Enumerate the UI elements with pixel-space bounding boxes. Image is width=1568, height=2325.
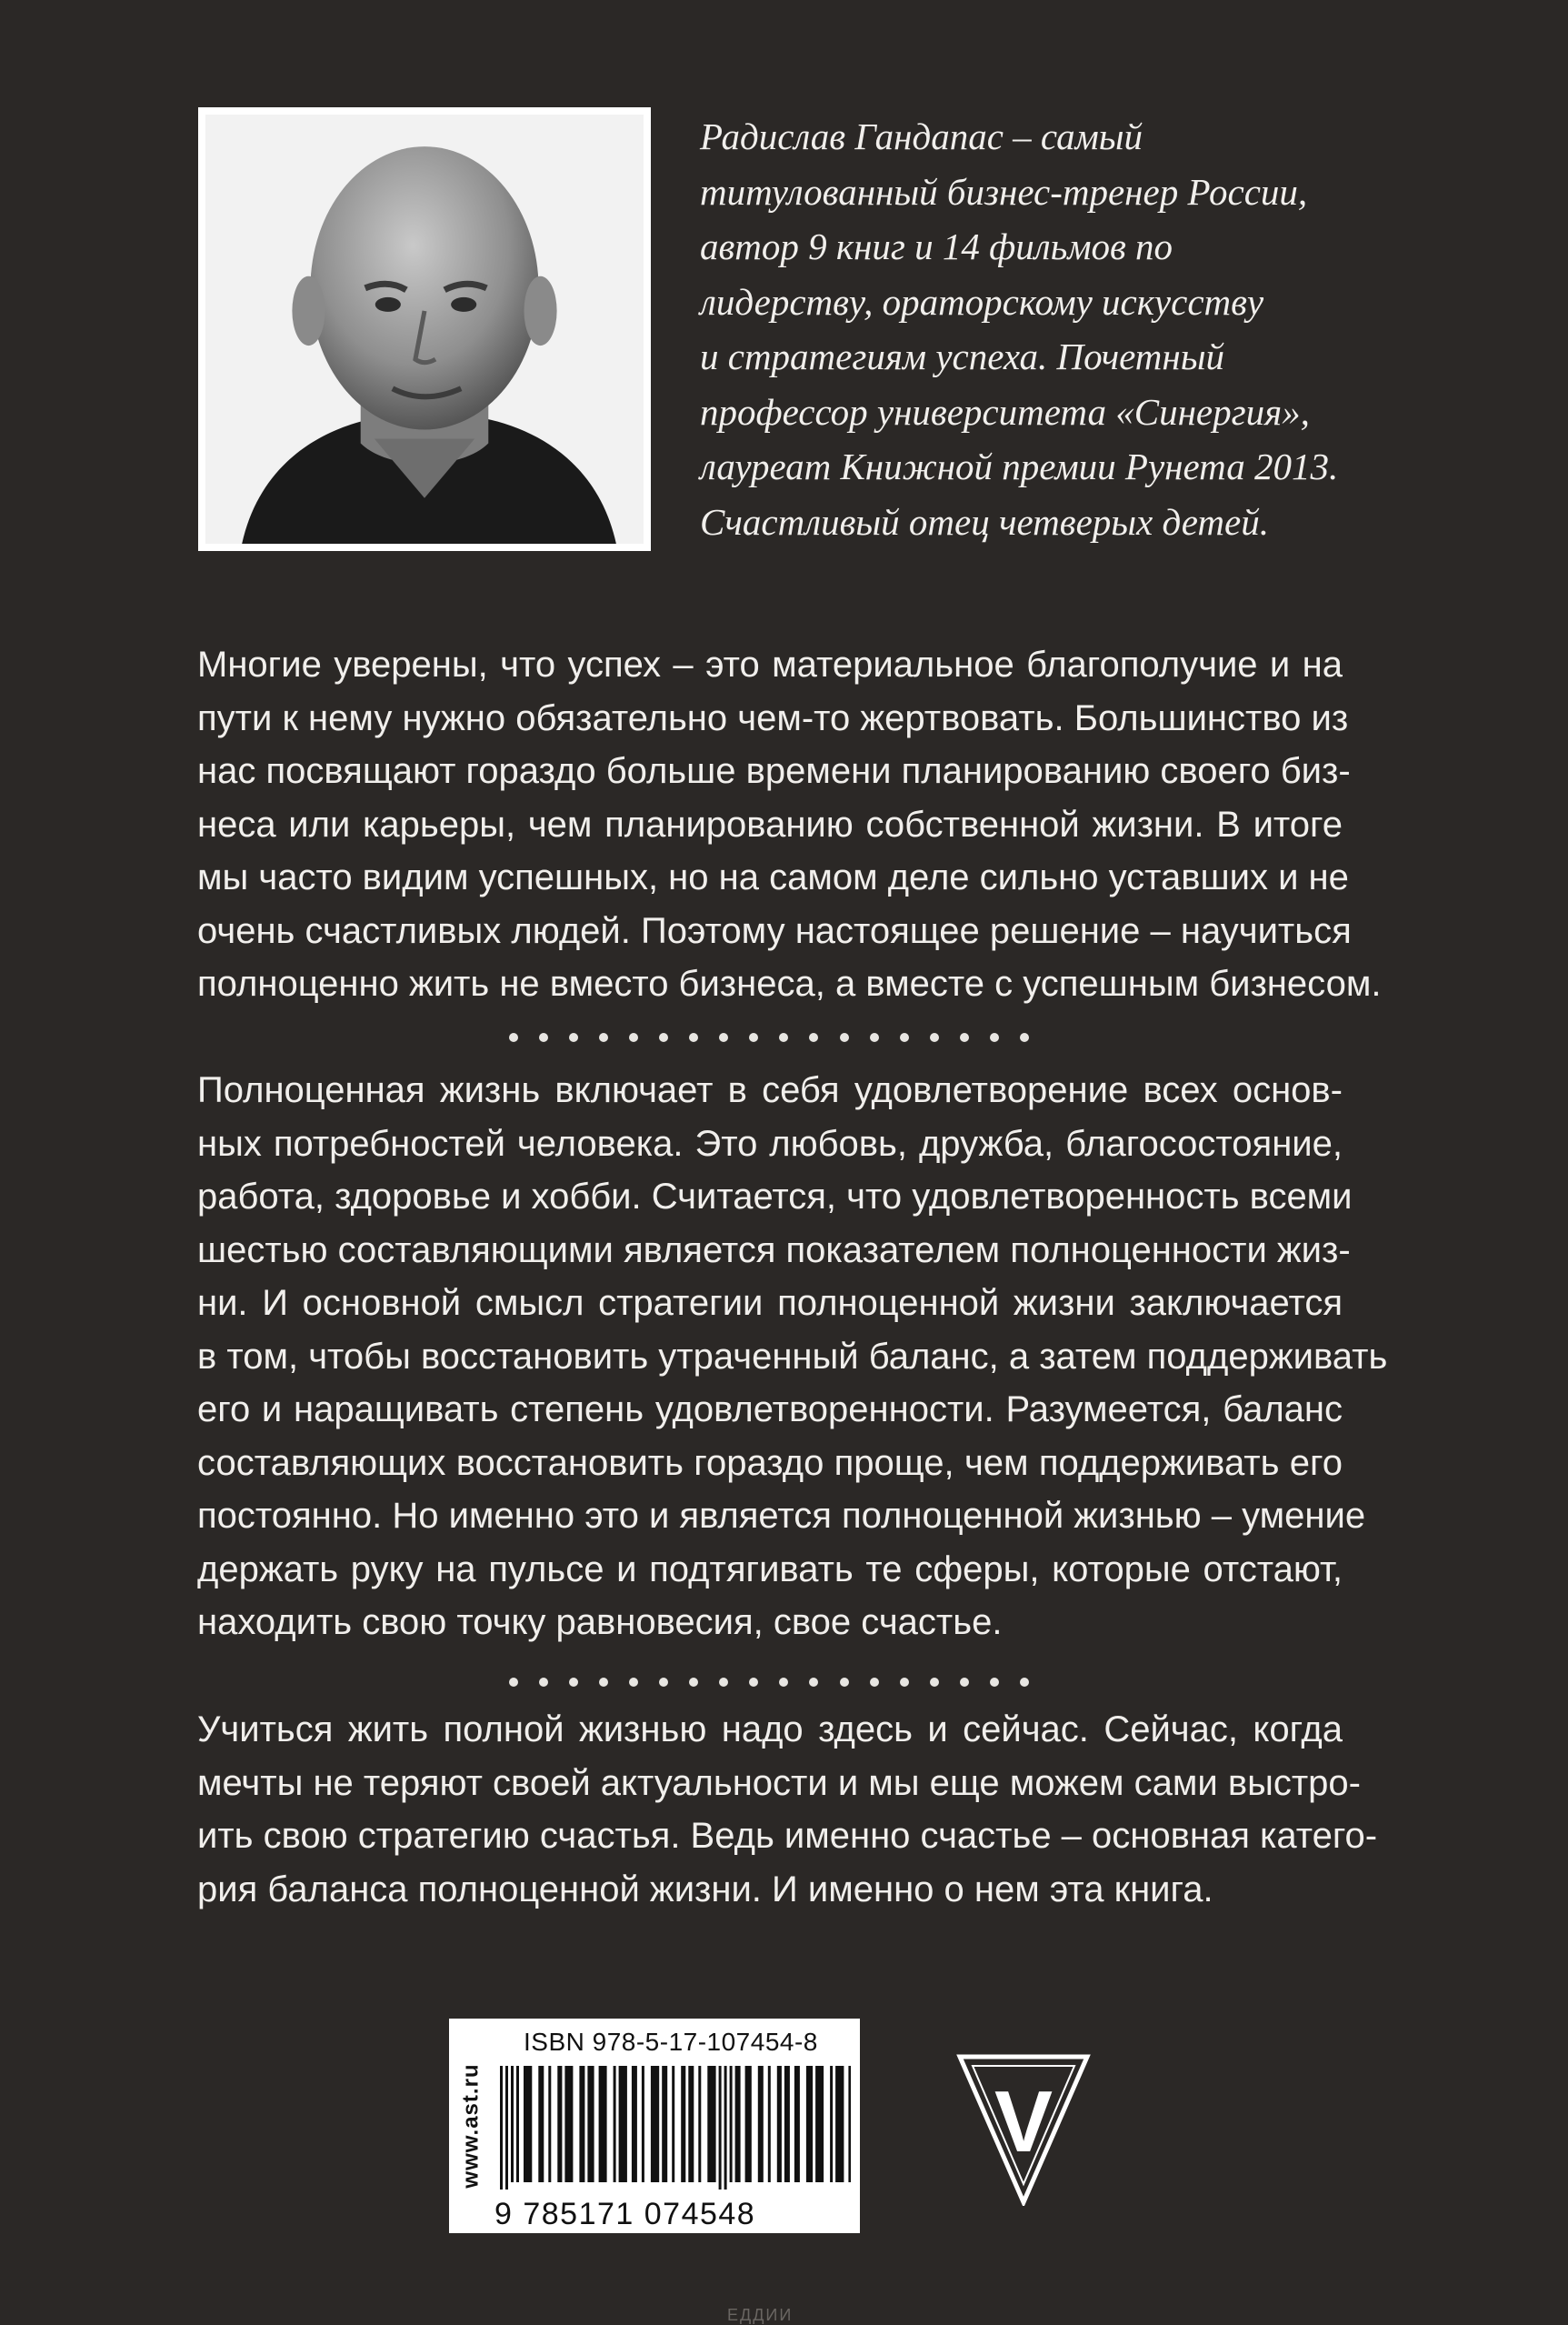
barcode-bar bbox=[794, 2066, 800, 2182]
bio-line: титулованный бизнес-тренер России, bbox=[700, 170, 1308, 213]
text-line: Полноценная жизнь включает в себя удовлетворение всех основ- bbox=[197, 1070, 1343, 1110]
text-line: в том, чтобы восстановить утраченный баланс, а затем поддерживать bbox=[197, 1336, 1388, 1377]
barcode-bar bbox=[777, 2066, 782, 2182]
barcode-bar bbox=[579, 2066, 584, 2182]
author-bio bbox=[700, 109, 1391, 549]
bio-line: Радислав Гандапас – самый bbox=[700, 115, 1143, 157]
barcode-bar bbox=[688, 2066, 694, 2182]
barcode-bar bbox=[835, 2066, 844, 2182]
barcode-bar bbox=[681, 2066, 685, 2182]
text-line: рия баланса полноценной жизни. И именно о нем эта книга. bbox=[197, 1869, 1213, 1909]
text-line: составляющих восстановить гораздо проще, чем поддерживать его bbox=[197, 1442, 1343, 1483]
text-line: полноценно жить не вместо бизнеса, а вместе с успешным бизнесом. bbox=[197, 964, 1382, 1004]
barcode-bar bbox=[642, 2066, 644, 2182]
bio-line: Счастливый отец четверых детей. bbox=[700, 500, 1269, 543]
author-photo bbox=[205, 115, 644, 544]
barcode-bar bbox=[735, 2066, 741, 2182]
barcode-bar bbox=[848, 2066, 851, 2182]
text-line: работа, здоровье и хобби. Считается, что удовлетворенность всеми bbox=[197, 1177, 1353, 1217]
barcode-bar bbox=[698, 2066, 701, 2182]
barcode-bar bbox=[564, 2066, 573, 2182]
bio-line: профессор университета «Синергия», bbox=[700, 390, 1310, 433]
barcode-bar bbox=[719, 2066, 722, 2190]
barcode-bar bbox=[599, 2066, 607, 2182]
barcode-bar bbox=[784, 2066, 790, 2182]
text-line: очень счастливых людей. Поэтому настоящее решение – научиться bbox=[197, 910, 1352, 951]
isbn-number: ISBN 978-5-17-107454-8 bbox=[524, 2028, 818, 2056]
text-line: шестью составляющими является показателем полноценности жиз- bbox=[197, 1229, 1351, 1270]
bio-line: лидерству, ораторскому искусству bbox=[700, 280, 1264, 323]
barcode-bar bbox=[707, 2066, 715, 2182]
text-line: постоянно. Но именно это и является полноценной жизнью – умение bbox=[197, 1496, 1366, 1536]
paragraph-1 bbox=[197, 638, 1382, 1011]
barcode-bar bbox=[538, 2066, 544, 2182]
text-line: нас посвящают гораздо больше времени планированию своего биз- bbox=[197, 751, 1351, 791]
barcode-bar bbox=[524, 2066, 532, 2182]
barcode-bar bbox=[651, 2066, 659, 2182]
barcode-bar bbox=[830, 2066, 833, 2182]
barcode-bar bbox=[516, 2066, 519, 2182]
text-line: ить свою стратегию счастья. Ведь именно счастье – основная катего- bbox=[197, 1816, 1378, 1856]
logo-letter: V bbox=[994, 2073, 1054, 2170]
barcode-bar bbox=[672, 2066, 674, 2182]
text-line: мы часто видим успешных, но на самом деле сильно уставших и не bbox=[197, 857, 1349, 897]
dot-separator bbox=[509, 1678, 1029, 1687]
barcode-bars bbox=[494, 2066, 851, 2190]
publisher-logo bbox=[956, 2051, 1091, 2206]
ean-digits: 9 785171 074548 bbox=[494, 2197, 756, 2231]
paragraph-3 bbox=[197, 1703, 1378, 1916]
barcode-bar bbox=[632, 2066, 637, 2182]
barcode-bar bbox=[614, 2066, 616, 2182]
barcode-bar bbox=[806, 2066, 813, 2182]
text-line: неса или карьеры, чем планированию собственной жизни. В итоге bbox=[197, 804, 1343, 845]
barcode-bar bbox=[724, 2066, 727, 2190]
barcode-bar bbox=[548, 2066, 551, 2182]
barcode-bar bbox=[587, 2066, 594, 2182]
text-line: ных потребностей человека. Это любовь, дружба, благосостояние, bbox=[197, 1123, 1343, 1164]
footer-text: ЕДДИИ bbox=[727, 2306, 794, 2324]
text-line: пути к нему нужно обязательно чем-то жертвовать. Большинство из bbox=[197, 697, 1349, 738]
text-line: держать руку на пульсе и подтягивать те сферы, которые отстают, bbox=[197, 1548, 1343, 1589]
bio-line: и стратегиям успеха. Почетный bbox=[700, 336, 1225, 377]
barcode-bar bbox=[768, 2066, 771, 2182]
barcode-bar bbox=[815, 2066, 824, 2182]
bio-line: автор 9 книг и 14 фильмов по bbox=[700, 225, 1174, 267]
publisher-website: www.ast.ru bbox=[459, 2063, 484, 2189]
barcode-bar bbox=[557, 2066, 562, 2182]
barcode-bar bbox=[745, 2066, 752, 2182]
text-line: ни. И основной смысл стратегии полноценной жизни заключается bbox=[197, 1283, 1343, 1323]
text-line: мечты не теряют своей актуальности и мы еще можем сами выстро- bbox=[197, 1762, 1361, 1803]
barcode-bar bbox=[511, 2066, 514, 2182]
barcode-label bbox=[449, 2019, 860, 2233]
bio-line: лауреат Книжной премии Рунета 2013. bbox=[700, 446, 1339, 487]
text-line: его и наращивать степень удовлетворенности. Разумеется, баланс bbox=[197, 1389, 1343, 1429]
barcode-bar bbox=[662, 2066, 667, 2182]
barcode-bar bbox=[730, 2066, 733, 2182]
author-portrait bbox=[198, 107, 651, 551]
dot-separator bbox=[509, 1033, 1029, 1042]
barcode-bar bbox=[619, 2066, 627, 2182]
barcode-bar bbox=[500, 2066, 503, 2190]
text-line: находить свою точку равновесия, свое счастье. bbox=[197, 1602, 1003, 1642]
barcode-bar bbox=[505, 2066, 508, 2190]
paragraph-2 bbox=[197, 1064, 1388, 1649]
text-line: Многие уверены, что успех – это материальное благополучие и на bbox=[197, 645, 1343, 685]
barcode-bar bbox=[758, 2066, 764, 2182]
text-line: Учиться жить полной жизнью надо здесь и сейчас. Сейчас, когда bbox=[197, 1709, 1343, 1749]
